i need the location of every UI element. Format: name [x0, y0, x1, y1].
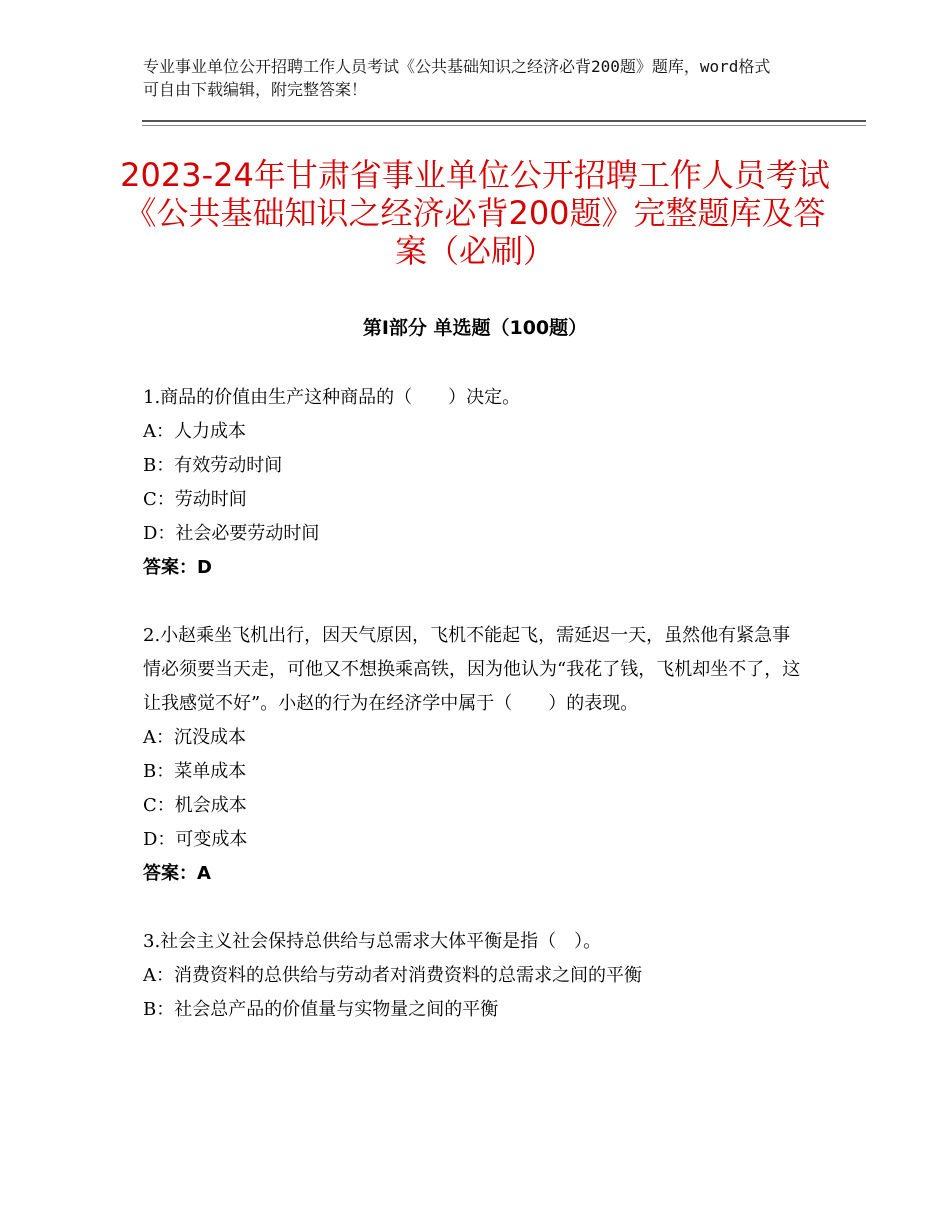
section-heading: 第Ⅰ部分 单选题（100题） — [362, 317, 588, 339]
option-b: B：菜单成本 — [143, 761, 247, 782]
question-stem: 3.社会主义社会保持总供给与总需求大体平衡是指（ ）。 — [143, 931, 602, 952]
question-2 — [143, 619, 803, 891]
header-note: 专业事业单位公开招聘工作人员考试《公共基础知识之经济必背200题》题库，word格式可自由下载编辑，附完整答案！ — [143, 57, 771, 99]
question-stem: 2.小赵乘坐飞机出行，因天气原因，飞机不能起飞，需延迟一天，虽然他有紧急事情必须要当天走，可他又不想换乘高铁，因为他认为“我花了钱，飞机却坐不了，这让我感觉不好”。小赵的行为在经济学中属于（ ）的表现。 — [143, 625, 801, 714]
header-divider-thick — [142, 120, 866, 122]
option-d: D：社会必要劳动时间 — [143, 523, 320, 544]
option-c: C：机会成本 — [143, 795, 247, 816]
option-a: A：消费资料的总供给与劳动者对消费资料的总需求之间的平衡 — [143, 965, 642, 986]
answer: 答案：D — [143, 557, 212, 578]
document-title: 2023-24年甘肃省事业单位公开招聘工作人员考试《公共基础知识之经济必背200题》完整题库及答案（必刷） — [120, 156, 830, 270]
answer: 答案：A — [143, 863, 211, 884]
option-d: D：可变成本 — [143, 829, 248, 850]
option-b: B：有效劳动时间 — [143, 455, 283, 476]
question-3 — [143, 925, 803, 1027]
question-1 — [143, 381, 803, 585]
option-a: A：沉没成本 — [143, 727, 246, 748]
question-stem: 1.商品的价值由生产这种商品的（ ）决定。 — [143, 387, 521, 408]
header-divider-thin — [142, 125, 866, 126]
option-c: C：劳动时间 — [143, 489, 247, 510]
option-b: B：社会总产品的价值量与实物量之间的平衡 — [143, 999, 499, 1020]
question-list — [143, 381, 803, 1061]
option-a: A：人力成本 — [143, 421, 246, 442]
